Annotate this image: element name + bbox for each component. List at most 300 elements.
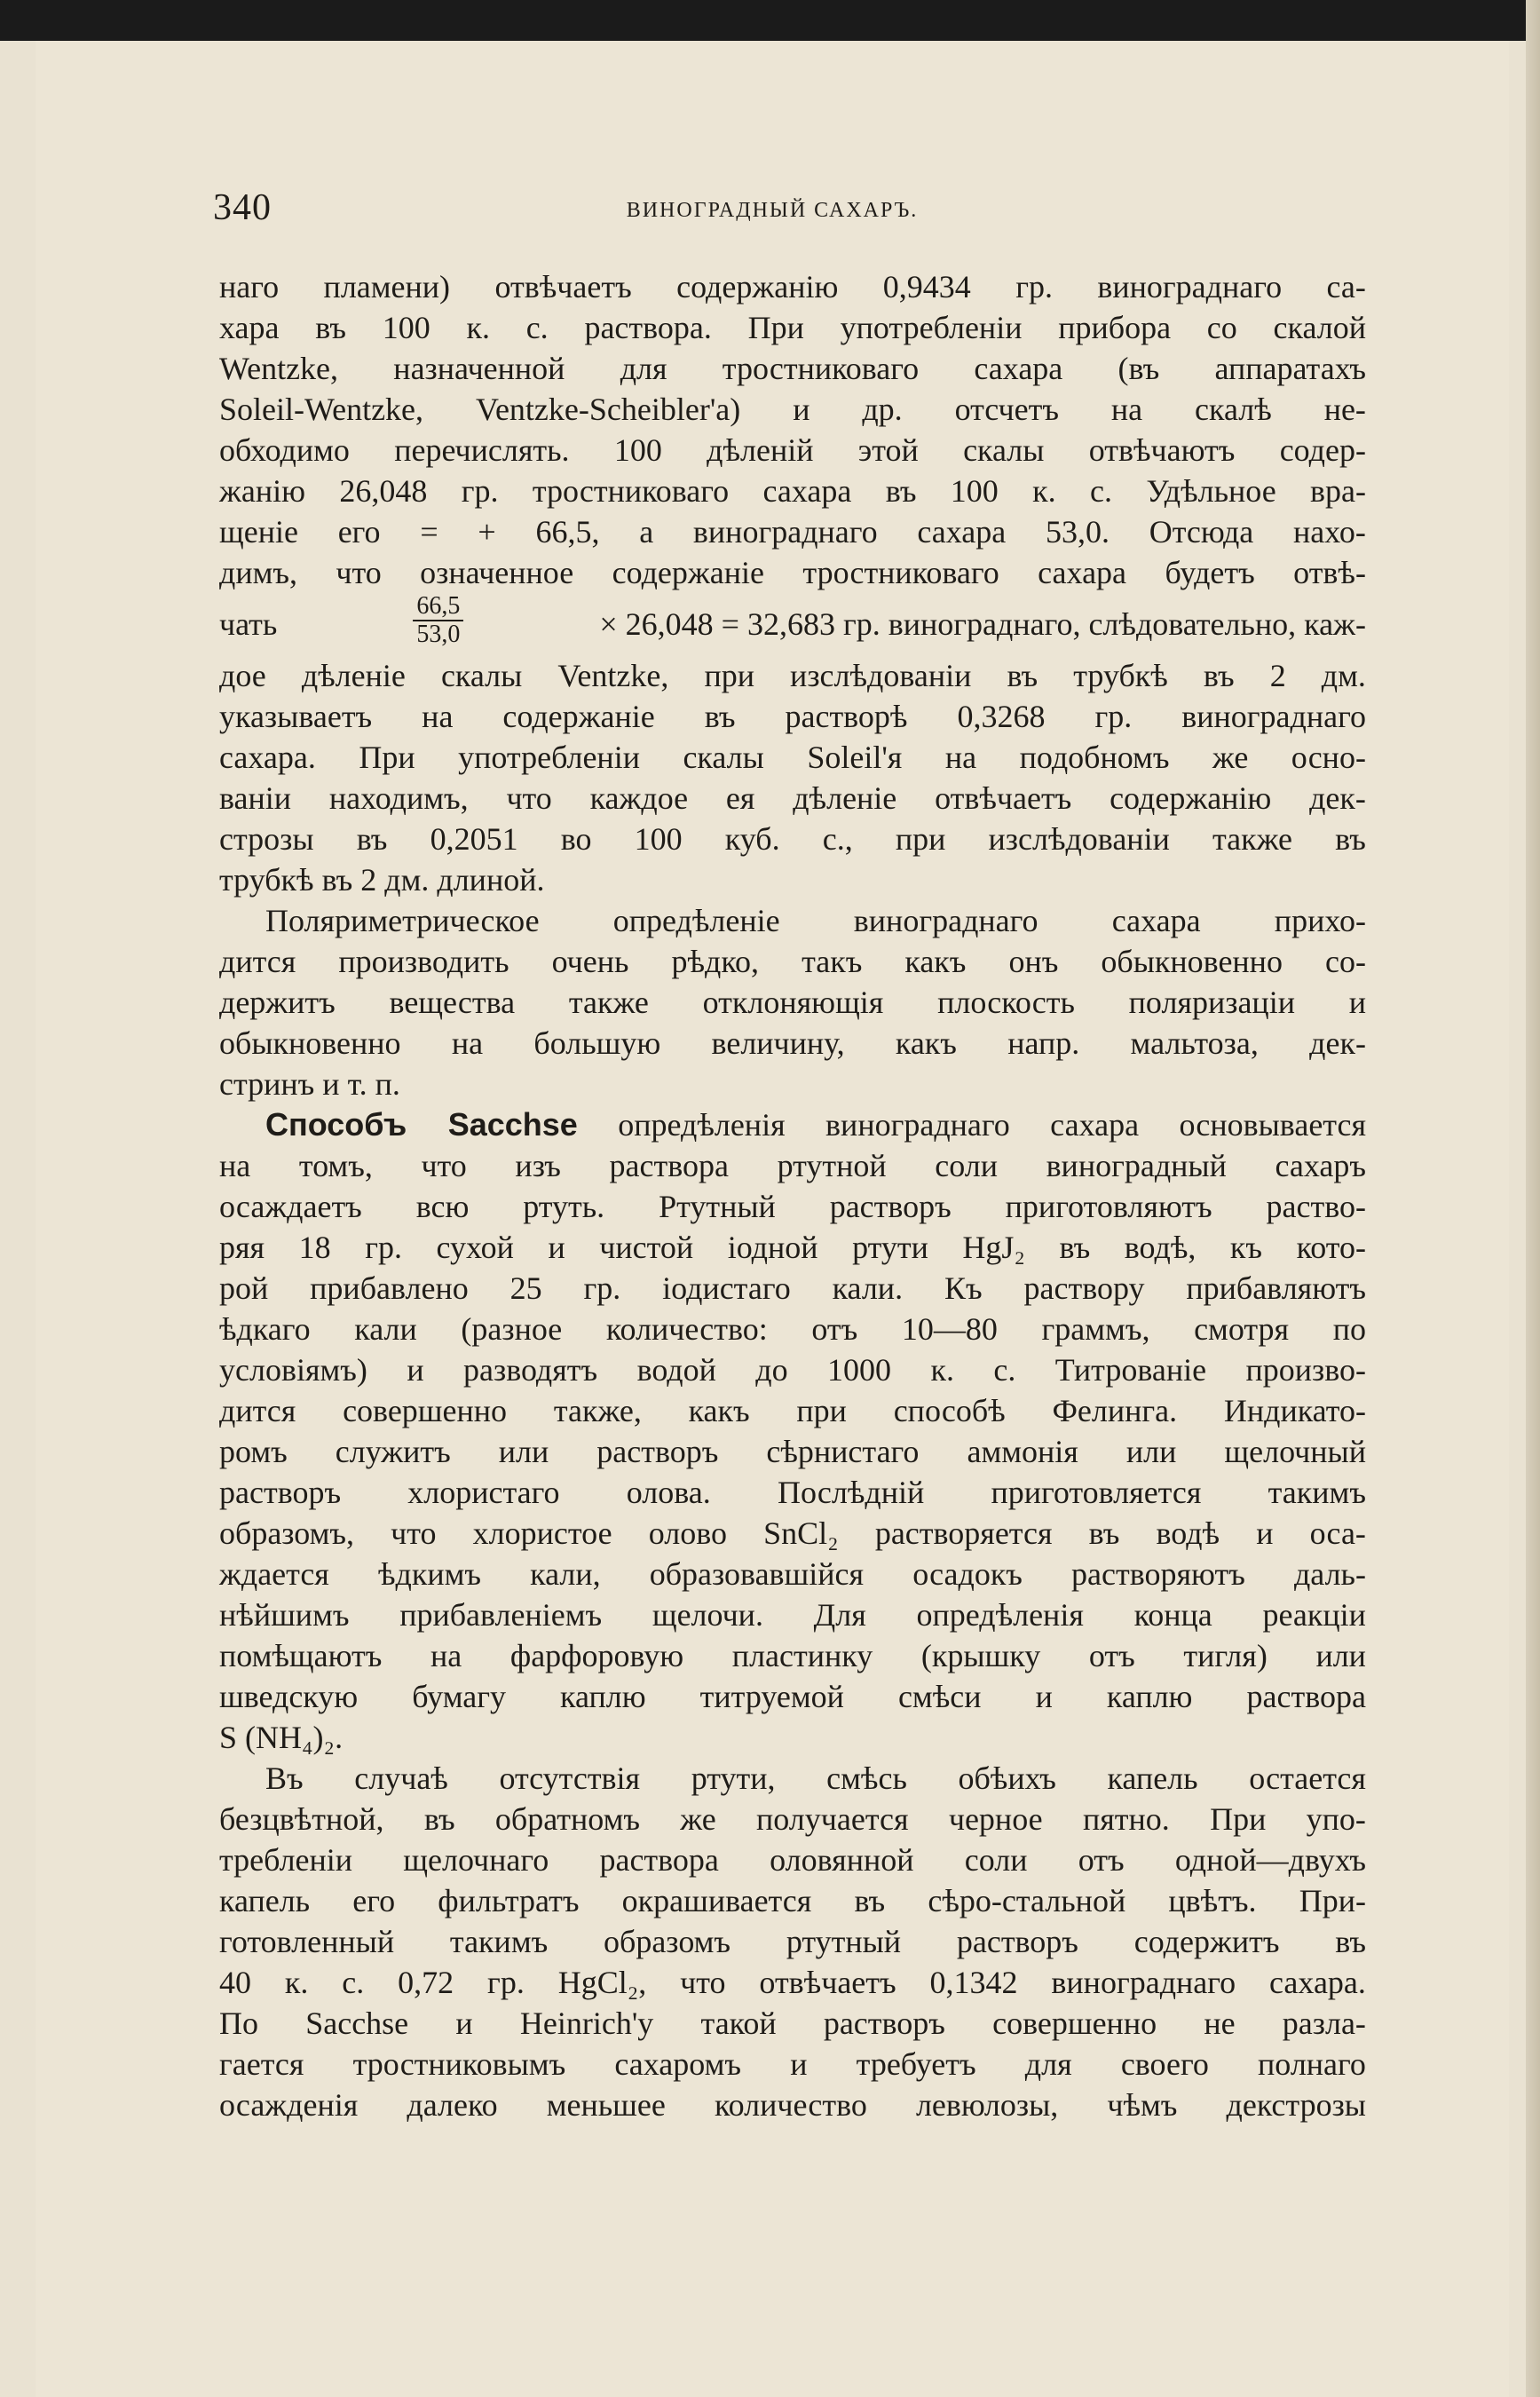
word: растворъ	[596, 1434, 719, 1469]
word: содержаніе	[612, 555, 764, 590]
word: димъ,	[219, 555, 297, 590]
word: куб.	[724, 821, 780, 857]
word: черное	[948, 1801, 1043, 1837]
word: раство-	[1266, 1189, 1366, 1224]
word: при	[796, 1393, 847, 1428]
word: (разное	[461, 1311, 563, 1347]
word: винограднаго	[692, 514, 878, 550]
word: отвѣ-	[1293, 555, 1366, 590]
text-line	[219, 819, 1366, 859]
word: граммъ,	[1041, 1311, 1150, 1347]
word: отъ	[1078, 1842, 1125, 1878]
word: +	[478, 514, 496, 550]
word: его	[337, 514, 381, 550]
text-line	[219, 1921, 1366, 1962]
scan-right-edge	[1526, 0, 1540, 2397]
word: с.,	[822, 821, 853, 857]
text-line	[219, 655, 1366, 696]
word: такой	[700, 2005, 777, 2041]
page-body	[219, 266, 1366, 2125]
word: 100	[613, 432, 662, 468]
word: аппаратахъ	[1214, 351, 1366, 386]
word: и	[407, 1352, 424, 1388]
fraction	[413, 593, 463, 655]
text-line	[219, 1635, 1366, 1676]
word: упо-	[1306, 1801, 1366, 1837]
text-line: S (NH₄)₂.	[219, 1720, 344, 1755]
word: и	[1256, 1515, 1274, 1551]
word: гр.	[1015, 269, 1053, 305]
word: изъ	[515, 1148, 561, 1183]
word: ея	[725, 780, 755, 816]
word: Отсюда	[1149, 514, 1254, 550]
word: отъ	[1088, 1638, 1135, 1673]
word: 1000	[827, 1352, 892, 1388]
word: что	[391, 1515, 437, 1551]
paragraph-4	[219, 1758, 1366, 2125]
word: гр.	[365, 1230, 402, 1265]
text-line	[219, 1513, 1366, 1554]
word: рой	[219, 1270, 269, 1306]
word: дое	[219, 658, 266, 693]
word: этой	[857, 432, 919, 468]
word: соли	[935, 1148, 998, 1183]
word: прихо-	[1274, 903, 1366, 938]
word: По	[219, 2005, 258, 2041]
word: к.	[930, 1352, 954, 1388]
word: при	[704, 658, 754, 693]
word: Въ	[265, 1760, 304, 1796]
word: осадокъ	[912, 1556, 1023, 1592]
word: гр.	[461, 473, 499, 509]
word: безцвѣтной,	[219, 1801, 384, 1837]
word: образомъ	[604, 1924, 731, 1959]
word: ртути,	[691, 1760, 776, 1796]
word: назначенной	[393, 351, 565, 386]
word: совершенно	[992, 2005, 1157, 2041]
word: соли	[964, 1842, 1028, 1878]
word: сахаръ	[1275, 1148, 1366, 1183]
word: аммонія	[967, 1434, 1078, 1469]
word: раствора.	[584, 310, 712, 345]
word: какъ	[688, 1393, 750, 1428]
word: осажденія	[219, 2087, 359, 2123]
word: жанію	[219, 473, 306, 509]
word: означенное	[420, 555, 574, 590]
text-line	[219, 1758, 1366, 1799]
word: такимъ	[1268, 1475, 1366, 1510]
word: Ventzke-Scheibler'a)	[475, 392, 741, 427]
word: кали,	[530, 1556, 601, 1592]
word: хлористое	[472, 1515, 612, 1551]
word: скалы	[683, 740, 764, 775]
word: будетъ	[1165, 555, 1255, 590]
word: онъ	[1008, 944, 1059, 979]
word: изслѣдованіи	[790, 658, 972, 693]
word: сахара.	[219, 740, 316, 775]
text-line	[219, 1349, 1366, 1390]
word: сѣрнистаго	[766, 1434, 920, 1469]
word: его	[352, 1883, 396, 1918]
word: 100	[634, 821, 683, 857]
word: ждается	[219, 1556, 329, 1592]
word: въ	[1335, 821, 1366, 857]
word: перечислять.	[394, 432, 570, 468]
word: такъ	[802, 944, 863, 979]
word: цвѣтъ.	[1168, 1883, 1257, 1918]
word: тростниковаго	[722, 351, 920, 386]
text-line	[219, 1186, 1366, 1227]
word: въ	[1203, 658, 1235, 693]
text-line	[219, 430, 1366, 471]
word: щелочи.	[652, 1597, 763, 1633]
word: помѣщаютъ	[219, 1638, 383, 1673]
word: прибавлено	[310, 1270, 469, 1306]
word: обходимо	[219, 432, 350, 468]
word: окрашивается	[621, 1883, 812, 1918]
word: раствору	[1023, 1270, 1145, 1306]
word: При	[359, 740, 415, 775]
word: въ	[356, 821, 388, 857]
word: кото-	[1296, 1230, 1366, 1265]
word: 0,9434	[882, 269, 971, 305]
text-line	[219, 471, 1366, 511]
word: к.	[466, 310, 490, 345]
word: способѣ	[893, 1393, 1006, 1428]
word: и	[1348, 985, 1366, 1020]
word: разводятъ	[463, 1352, 598, 1388]
word: разла-	[1282, 2005, 1366, 2041]
word: количество	[714, 2087, 867, 2123]
word: Ventzke,	[557, 658, 669, 693]
word: каплю	[1106, 1679, 1193, 1714]
word: Sacchse	[305, 2005, 409, 2041]
text-line	[219, 737, 1366, 778]
word: полнаго	[1258, 2046, 1366, 2082]
word: скалы	[963, 432, 1045, 468]
word: въ	[1007, 658, 1039, 693]
word: пятно.	[1082, 1801, 1170, 1837]
page-number: 340	[213, 187, 272, 228]
word: остается	[1249, 1760, 1366, 1796]
word: смѣсь	[826, 1760, 907, 1796]
word: и	[793, 392, 810, 427]
word: щелочный	[1224, 1434, 1366, 1469]
word: 66,5,	[535, 514, 600, 550]
word: винограднаго	[853, 903, 1039, 938]
word: или	[498, 1434, 549, 1469]
word: дится	[219, 1393, 296, 1428]
fraction-numerator: 66,5	[413, 593, 463, 621]
word: произво-	[1245, 1352, 1366, 1388]
word: совершенно	[343, 1393, 508, 1428]
word: др.	[862, 392, 903, 427]
word: содержанію	[676, 269, 839, 305]
word: гр.	[1094, 699, 1133, 734]
word: растворяютъ	[1071, 1556, 1245, 1592]
word: щеніе	[219, 514, 298, 550]
word: растворъ	[219, 1475, 342, 1510]
word: очень	[551, 944, 629, 979]
word: хлористаго	[407, 1475, 560, 1510]
word: винограднаго	[1097, 269, 1283, 305]
word: въ	[854, 1883, 886, 1918]
word: При	[747, 310, 804, 345]
word: трубкѣ	[1073, 658, 1168, 693]
word: =	[420, 514, 438, 550]
word: не	[1204, 2005, 1236, 2041]
word: оловянной	[770, 1842, 914, 1878]
page-header	[169, 158, 1376, 229]
word: или	[1125, 1434, 1177, 1469]
word: виноградный	[1046, 1148, 1227, 1183]
word: скалы	[440, 658, 523, 693]
word: отклоняющія	[702, 985, 884, 1020]
word: дѣленіе	[301, 658, 406, 693]
word: осаждаетъ	[219, 1189, 362, 1224]
word: (въ	[1117, 351, 1160, 386]
word: производить	[338, 944, 509, 979]
word: дится	[219, 944, 296, 979]
word: въ	[1059, 1230, 1091, 1265]
word: приготовляется	[991, 1475, 1202, 1510]
fraction-denominator: 53,0	[416, 621, 461, 648]
word: реакціи	[1262, 1597, 1366, 1633]
text-line	[219, 2003, 1366, 2044]
word: на	[1110, 392, 1143, 427]
text-line	[219, 2085, 1366, 2125]
word: Удѣльное	[1146, 473, 1276, 509]
word: титруемой	[699, 1679, 844, 1714]
word: шведскую	[219, 1679, 359, 1714]
word: чѣмъ	[1107, 2087, 1178, 2123]
word: фильтратъ	[438, 1883, 580, 1918]
word: щелочнаго	[403, 1842, 549, 1878]
word: рѣдко,	[671, 944, 760, 979]
word: дм.	[1321, 658, 1366, 693]
text-line	[219, 266, 1366, 307]
word: смѣси	[897, 1679, 982, 1714]
word: большую	[533, 1025, 661, 1061]
word: с.	[993, 1352, 1016, 1388]
text-line	[219, 307, 1366, 348]
word: также,	[553, 1393, 642, 1428]
word: ваніи	[219, 780, 292, 816]
word: и	[790, 2046, 808, 2082]
text-line: трубкѣ въ 2 дм. длиной.	[219, 862, 545, 898]
word: сахаромъ	[614, 2046, 741, 2082]
word: скалѣ	[1195, 392, 1272, 427]
word: декстрозы	[1226, 2087, 1366, 2123]
word: поляризаціи	[1128, 985, 1295, 1020]
word: далеко	[407, 2087, 498, 2123]
word: HgJ₂	[962, 1230, 1025, 1265]
word: с.	[1089, 473, 1112, 509]
word: отсутствія	[499, 1760, 641, 1796]
word: что	[506, 780, 552, 816]
word: своего	[1120, 2046, 1209, 2082]
word: употребленіи	[458, 740, 640, 775]
word: водѣ	[1156, 1515, 1220, 1551]
text-line	[219, 2044, 1366, 2085]
word: употребленіи	[840, 310, 1023, 345]
word: кали.	[832, 1270, 904, 1306]
word: указываетъ	[219, 699, 373, 734]
word: 53,0.	[1046, 514, 1110, 550]
word: ѣдкимъ	[377, 1556, 481, 1592]
word: Heinrich'у	[519, 2005, 654, 2041]
word: каплю	[560, 1679, 646, 1714]
word: Къ	[944, 1270, 983, 1306]
word: ртути	[852, 1230, 928, 1265]
word: Soleil'я	[807, 740, 903, 775]
word: наго	[219, 269, 280, 305]
word: пламени)	[323, 269, 451, 305]
word: с.	[342, 1965, 365, 2000]
text-line	[219, 1799, 1366, 1839]
word: сахара.	[1269, 1965, 1366, 2000]
word: Ртутный	[659, 1189, 776, 1224]
text-line	[219, 1676, 1366, 1717]
word: 2	[1269, 658, 1286, 693]
word: прибавляютъ	[1186, 1270, 1366, 1306]
word: для	[1024, 2046, 1072, 2082]
word: на	[219, 1148, 251, 1183]
word: растворѣ	[785, 699, 908, 734]
word: 100	[382, 310, 430, 345]
word: готовленный	[219, 1924, 395, 1959]
word: въ	[1335, 1924, 1366, 1959]
word: раствора	[599, 1842, 719, 1878]
word: всю	[415, 1189, 470, 1224]
word: ряя	[219, 1230, 265, 1265]
word: конца	[1133, 1597, 1212, 1633]
text-line	[219, 511, 1366, 552]
paragraph-2	[219, 900, 1366, 1104]
word: растворъ	[829, 1189, 952, 1224]
word: с.	[525, 310, 549, 345]
word: количество:	[605, 1311, 768, 1347]
word: что	[336, 555, 382, 590]
word: HgCl₂,	[557, 1965, 647, 2000]
word: 40	[219, 1965, 251, 2000]
word: сахара	[974, 351, 1063, 386]
word: сѣро-стальной	[928, 1883, 1126, 1918]
word: величину,	[711, 1025, 845, 1061]
word: 26,048	[339, 473, 428, 509]
word: такимъ	[449, 1924, 549, 1959]
word: а	[639, 514, 654, 550]
word: подобномъ	[1019, 740, 1170, 775]
word: сахара	[1111, 903, 1201, 938]
word: 100	[950, 473, 999, 509]
text-line	[219, 1880, 1366, 1921]
text-line	[219, 1268, 1366, 1309]
word: требленіи	[219, 1842, 353, 1878]
text-line	[219, 1431, 1366, 1472]
word: к.	[284, 1965, 309, 2000]
word: капель	[1107, 1760, 1198, 1796]
word: тростниковымъ	[352, 2046, 566, 2082]
word: 25	[509, 1270, 542, 1306]
word: сахара	[762, 473, 852, 509]
word: SnCl₂	[763, 1515, 839, 1551]
word: При	[1210, 1801, 1267, 1837]
word: Послѣдній	[778, 1475, 925, 1510]
word: вещества	[389, 985, 516, 1020]
formula-suffix: × 26,048 = 32,683 гр. винограднаго, слѣдовательно, каж-	[599, 606, 1366, 642]
word: напр.	[1007, 1025, 1080, 1061]
word: Для	[813, 1597, 866, 1633]
word: для	[620, 351, 667, 386]
word: не-	[1323, 392, 1366, 427]
word: кали	[354, 1311, 417, 1347]
word: Wentzke,	[219, 351, 339, 386]
word: какъ	[895, 1025, 957, 1061]
word: прибавленіемъ	[399, 1597, 603, 1633]
word: гр.	[583, 1270, 621, 1306]
word: левюлозы,	[915, 2087, 1059, 2123]
word: дѣленіе	[793, 780, 897, 816]
word: получается	[756, 1801, 909, 1837]
word: 0,3268	[957, 699, 1046, 734]
word: каждое	[589, 780, 689, 816]
word: условіямъ)	[219, 1352, 367, 1388]
word: (крышку	[920, 1638, 1041, 1673]
word: При-	[1299, 1883, 1366, 1918]
word: растворяется	[874, 1515, 1053, 1551]
word: олова.	[626, 1475, 711, 1510]
word: какъ	[904, 944, 967, 979]
word: обыкновенно	[1101, 944, 1283, 979]
word: при	[895, 821, 946, 857]
word: въ	[704, 699, 736, 734]
text-line	[219, 900, 1366, 941]
word: до	[755, 1352, 788, 1388]
text-line	[219, 552, 1366, 593]
word: тростниковаго	[532, 473, 730, 509]
word: раствора	[1246, 1679, 1366, 1714]
word: на	[944, 740, 977, 775]
word: во	[560, 821, 592, 857]
word: отвѣчаютъ	[1088, 432, 1236, 468]
paragraph-1	[219, 266, 1366, 900]
formula-prefix: чать	[219, 606, 278, 642]
word: также	[1212, 821, 1293, 857]
word: скалой	[1273, 310, 1366, 345]
word: же	[680, 1801, 716, 1837]
word: отъ	[811, 1311, 858, 1347]
text-line	[219, 1839, 1366, 1880]
word: отвѣчаетъ	[935, 780, 1072, 816]
word: ромъ	[219, 1434, 288, 1469]
text-line	[219, 389, 1366, 430]
word: 0,1342	[929, 1965, 1018, 2000]
word: чистой	[599, 1230, 694, 1265]
word: со	[1206, 310, 1237, 345]
word: іодной	[727, 1230, 818, 1265]
text-line	[219, 696, 1366, 737]
word: фарфоровую	[509, 1638, 684, 1673]
word: сахара	[917, 514, 1007, 550]
word: нѣйшимъ	[219, 1597, 350, 1633]
word: ртутной	[777, 1148, 887, 1183]
word: служитъ	[335, 1434, 451, 1469]
word: отсчетъ	[954, 392, 1059, 427]
word: растворъ	[823, 2005, 945, 2041]
word: по	[1332, 1311, 1366, 1347]
word: содержанію	[1110, 780, 1272, 816]
